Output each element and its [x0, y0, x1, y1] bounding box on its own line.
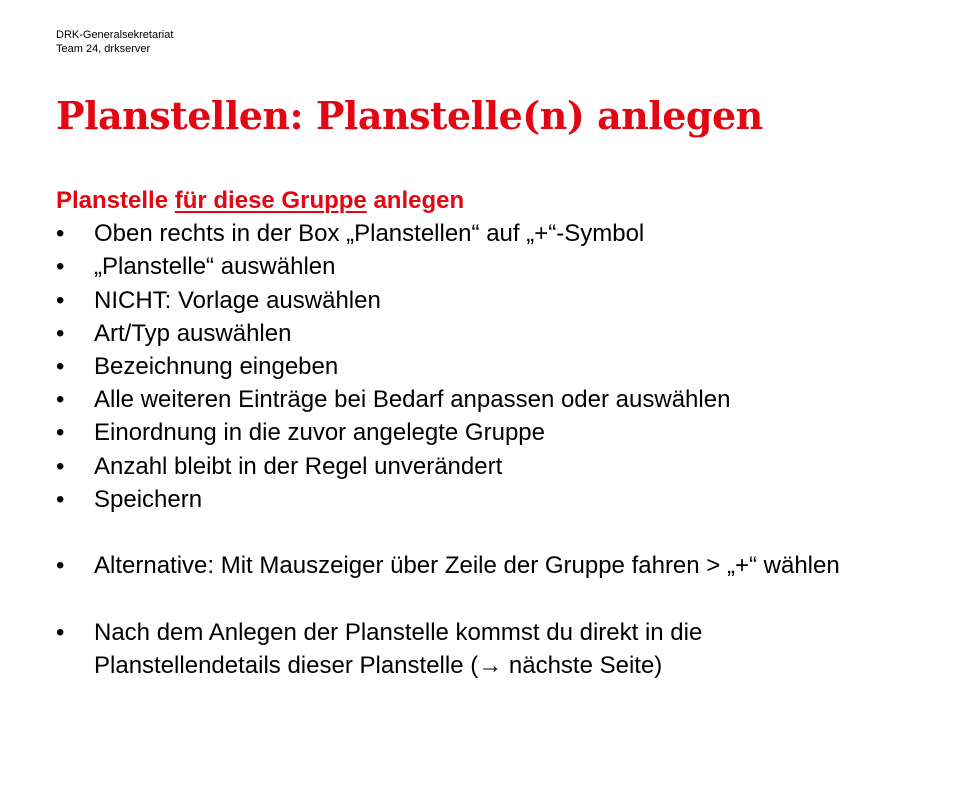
team-name: Team 24, drkserver: [56, 43, 151, 55]
slide-content: [56, 184, 936, 682]
section-heading-emphasis: für diese Gruppe: [174, 187, 367, 214]
step-text: Speichern: [94, 485, 203, 513]
step-text: Bezeichnung eingeben: [94, 353, 339, 381]
list-item: [56, 250, 936, 283]
note-list: [56, 616, 936, 682]
list-item: [56, 350, 936, 383]
step-text: NICHT: Vorlage auswählen: [94, 286, 381, 314]
spacer: [56, 582, 936, 615]
bullet-icon: •: [56, 452, 65, 480]
bullet-icon: •: [56, 618, 65, 646]
step-text: Anzahl bleibt in der Regel unverändert: [94, 452, 503, 480]
section-heading-end: anlegen: [366, 187, 465, 214]
list-item: [56, 450, 936, 483]
alternative-text: Alternative: Mit Mauszeiger über Zeile der Gruppe fahren > „+“ wählen: [94, 552, 840, 580]
spacer: [56, 516, 936, 549]
step-text: Oben rechts in der Box „Planstellen“ auf „+“-Symbol: [94, 220, 645, 248]
bullet-icon: •: [56, 286, 65, 314]
bullet-icon: •: [56, 319, 65, 347]
alternative-list: [56, 549, 936, 582]
list-item: [56, 217, 936, 250]
bullet-icon: •: [56, 552, 65, 580]
bullet-icon: •: [56, 485, 65, 513]
step-text: Art/Typ auswählen: [94, 319, 292, 347]
note-text-line1: Nach dem Anlegen der Planstelle kommst du direkt in die: [94, 618, 703, 646]
list-item: [56, 483, 936, 516]
slide-title: Planstellen: Planstelle(n) anlegen: [56, 93, 763, 138]
slide-header: [56, 28, 173, 56]
bullet-icon: •: [56, 386, 65, 414]
bullet-icon: •: [56, 220, 65, 248]
alternative-item: [56, 549, 936, 582]
list-item: [56, 317, 936, 350]
step-text: „Planstelle“ auswählen: [94, 253, 336, 281]
section-heading-start: Planstelle: [56, 187, 175, 214]
section-heading: [56, 184, 936, 217]
list-item: [56, 383, 936, 416]
list-item: [56, 284, 936, 317]
bullet-icon: •: [56, 419, 65, 447]
steps-list: [56, 217, 936, 516]
note-text-line2: Planstellendetails dieser Planstelle (→ nächste Seite): [94, 651, 663, 679]
bullet-icon: •: [56, 353, 65, 381]
note-item: [56, 616, 936, 682]
step-text: Einordnung in die zuvor angelegte Gruppe: [94, 419, 545, 447]
bullet-icon: •: [56, 253, 65, 281]
organization-name: DRK-Generalsekretariat: [56, 29, 174, 41]
list-item: [56, 416, 936, 449]
step-text: Alle weiteren Einträge bei Bedarf anpassen oder auswählen: [94, 386, 731, 414]
